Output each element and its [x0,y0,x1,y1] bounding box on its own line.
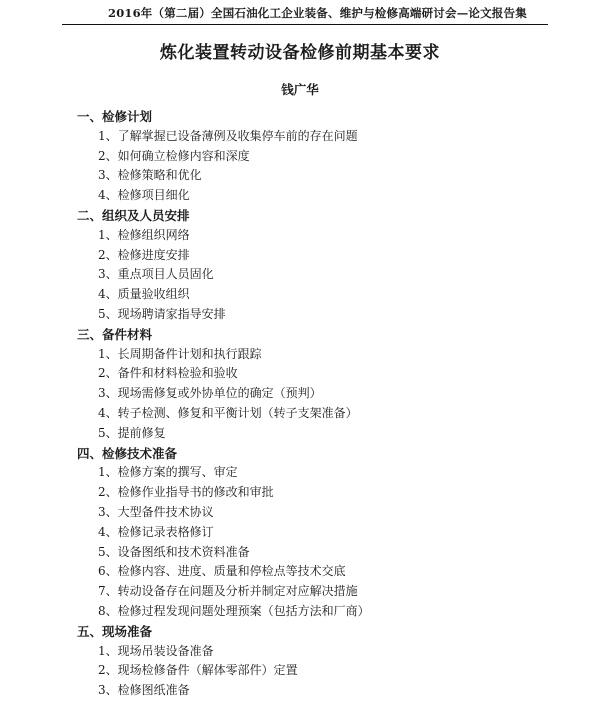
section-item-list [77,127,557,206]
section-heading: 五、现场准备 [77,623,153,639]
outline-item: 5、设备图纸和技术资料准备 [98,544,250,559]
section-heading: 二、组织及人员安排 [77,207,190,223]
outline-item: 4、转子检测、修复和平衡计划（转子支架准备） [98,405,358,420]
section-item-list [77,642,557,701]
outline-section [77,206,557,325]
outline-item: 3、大型备件技术协议 [98,504,214,519]
author-name: 钱广华 [281,82,319,97]
outline-section [77,107,557,206]
outline-item: 2、检修作业指导书的修改和审批 [98,485,274,500]
outline-item: 6、检修内容、进度、质量和停检点等技术交底 [98,564,346,579]
outline-item: 5、现场聘请家指导安排 [98,306,226,321]
section-item-list [77,345,557,444]
outline-list [77,107,557,701]
section-item-list [77,226,557,325]
document-title: 炼化装置转动设备检修前期基本要求 [160,43,440,63]
outline-section [77,325,557,444]
header-rule [62,24,548,25]
outline-section [77,622,557,701]
outline-item: 1、了解掌握已设备薄例及收集停车前的存在问题 [98,128,358,143]
outline-item: 2、如何确立检修内容和深度 [98,148,250,163]
running-header: 2016年（第二届）全国石油化工企业装备、维护与检修高端研讨会—论文报告集 [108,6,527,20]
outline-item: 5、提前修复 [98,425,166,440]
outline-item: 2、备件和材料检验和验收 [98,366,238,381]
outline-item: 1、现场吊装设备准备 [98,643,214,658]
section-heading: 一、检修计划 [77,109,153,124]
outline-item: 3、检修图纸准备 [98,683,190,698]
outline-item: 1、检修组织网络 [98,227,190,242]
outline-item: 3、重点项目人员固化 [98,267,214,282]
outline-item: 2、检修进度安排 [98,247,190,262]
outline-item: 3、现场需修复或外协单位的确定（预判） [98,386,322,401]
outline-item: 4、质量验收组织 [98,287,190,302]
outline-section [77,444,557,622]
outline-item: 1、长周期备件计划和执行跟踪 [98,346,262,361]
outline-item: 7、转动设备存在问题及分析并制定对应解决措施 [98,584,358,599]
outline-item: 2、现场检修备件（解体零部件）定置 [98,663,298,678]
outline-item: 1、检修方案的撰写、审定 [98,465,238,480]
outline-item: 8、检修过程发现问题处理预案（包括方法和厂商） [98,603,370,618]
section-item-list [77,463,557,621]
outline-item: 4、检修项目细化 [98,188,190,203]
outline-item: 3、检修策略和优化 [98,168,202,183]
outline-item: 4、检修记录表格修订 [98,524,214,539]
section-heading: 三、备件材料 [77,326,153,342]
section-heading: 四、检修技术准备 [77,445,178,461]
